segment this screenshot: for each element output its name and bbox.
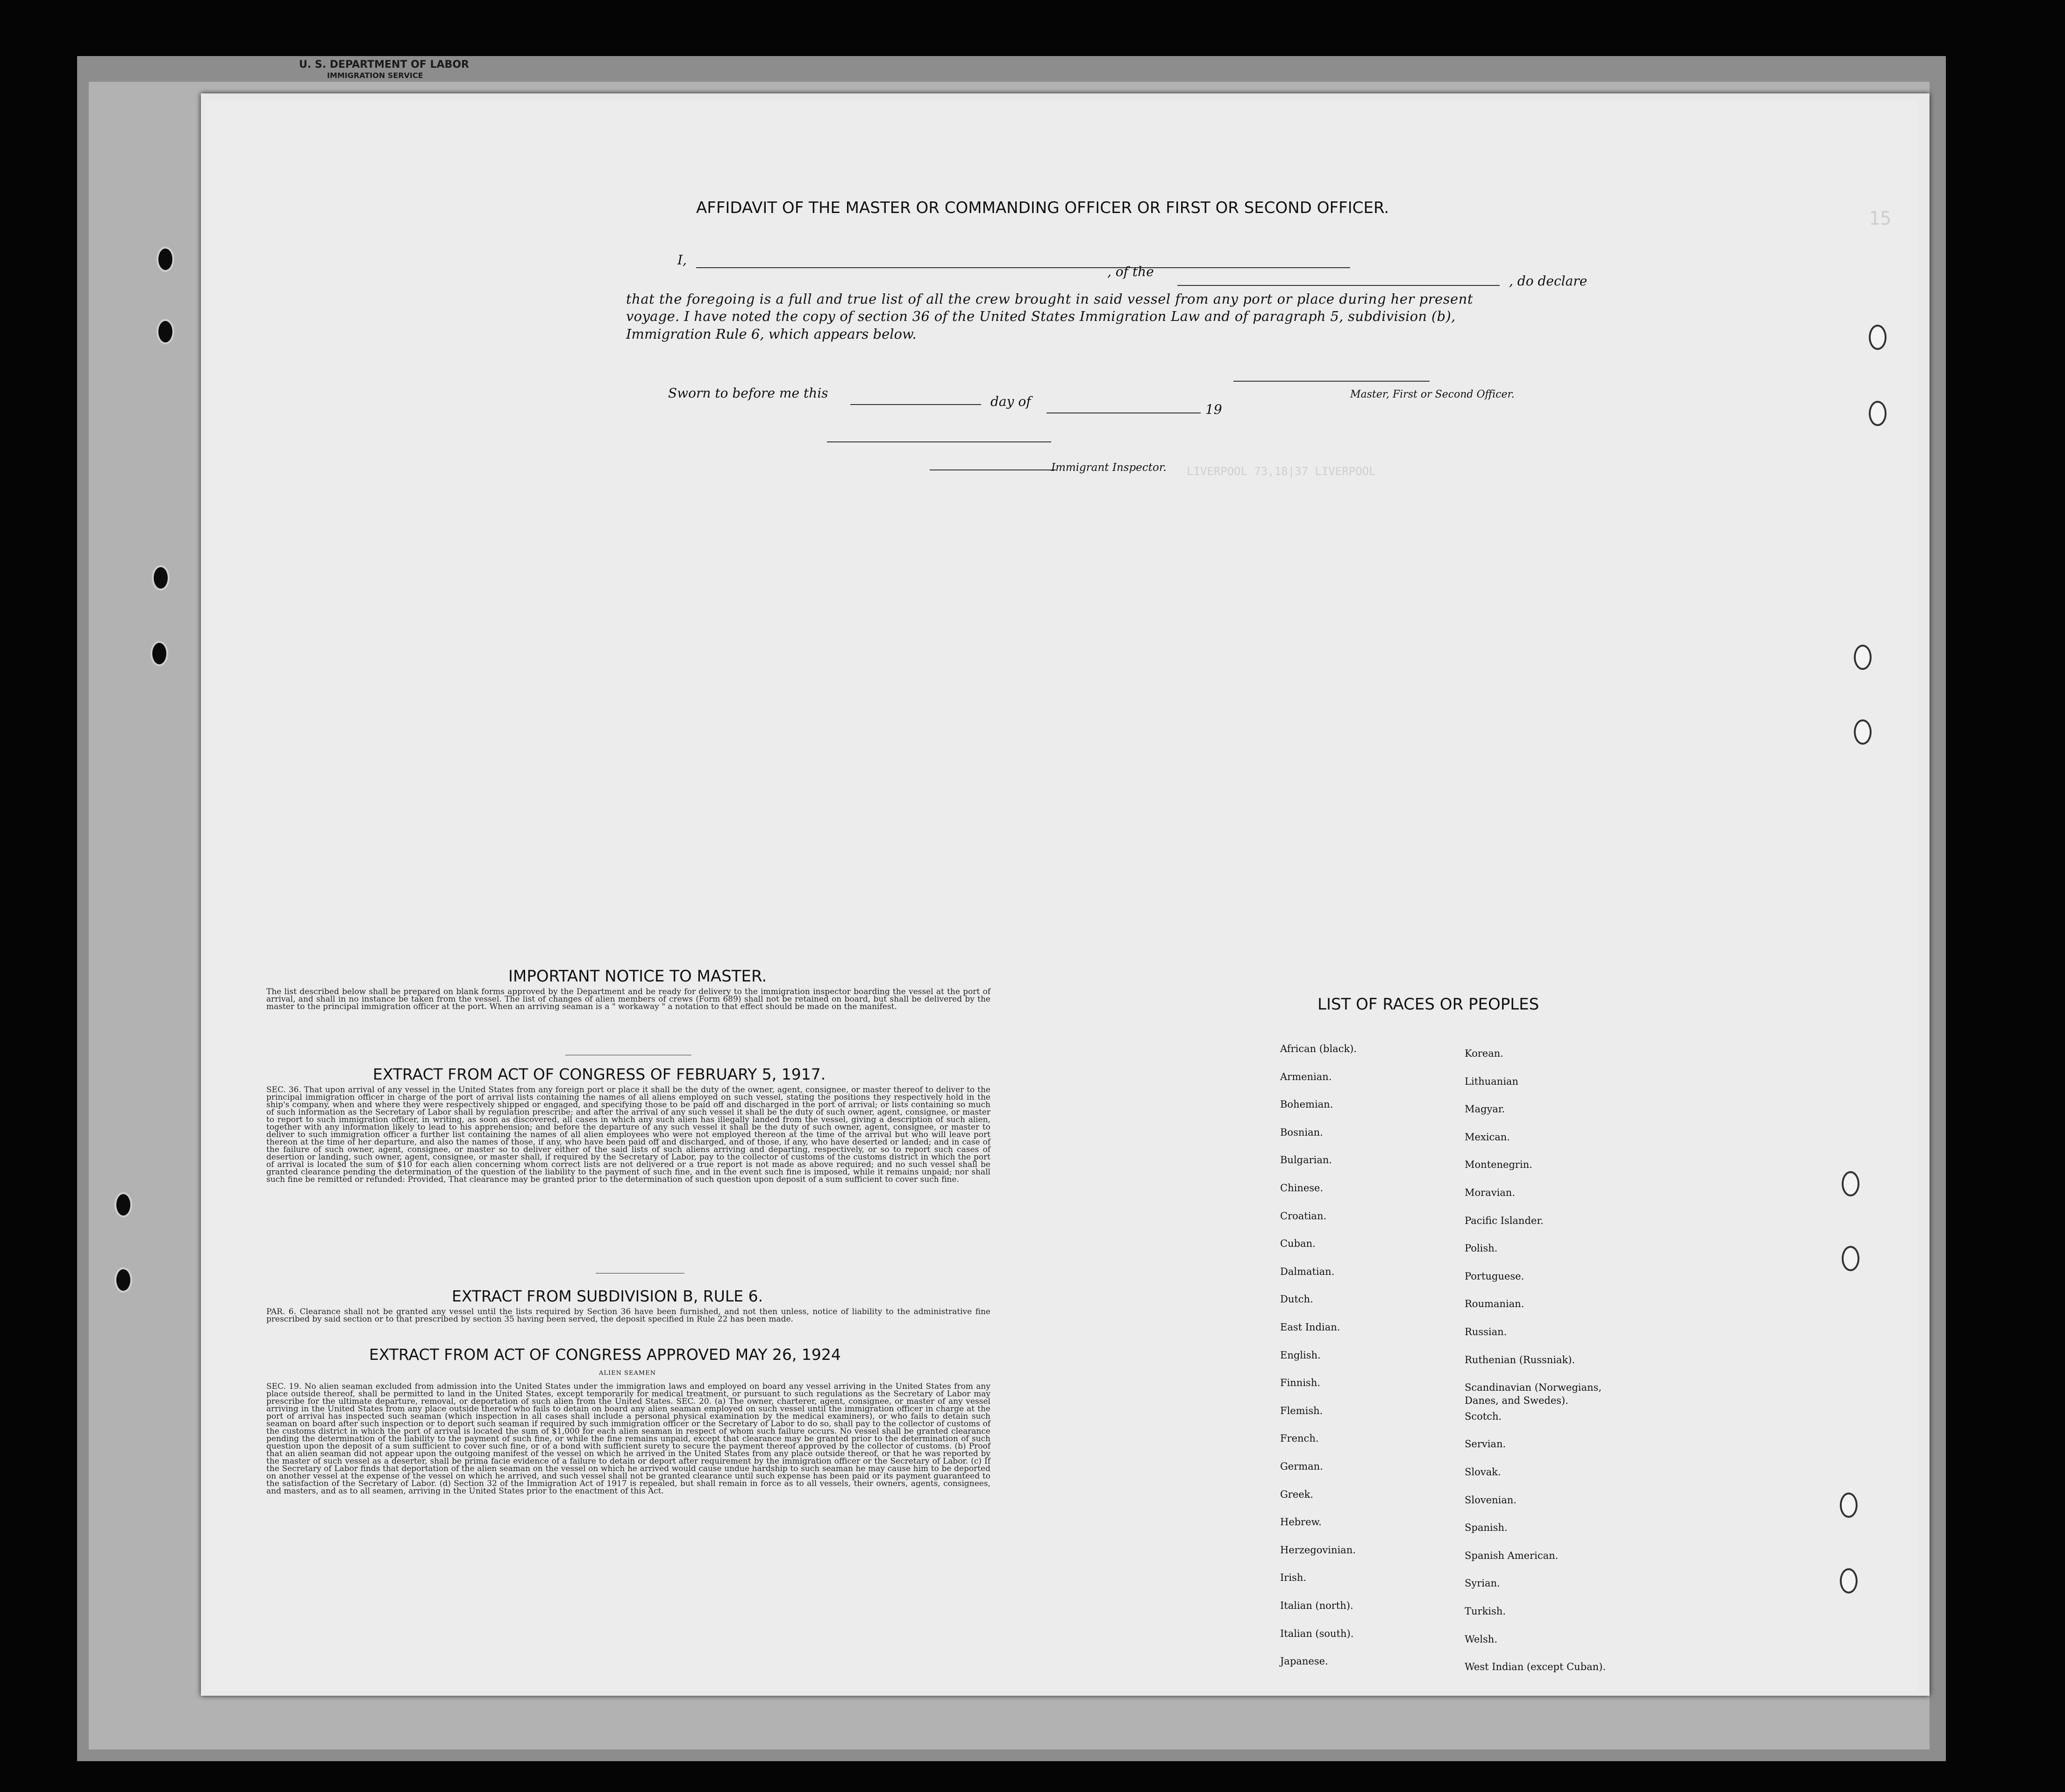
race-item: Flemish. bbox=[1280, 1405, 1323, 1416]
punch-hole bbox=[1842, 1171, 1859, 1196]
punch-hole bbox=[150, 641, 168, 666]
punch-hole bbox=[1869, 325, 1887, 350]
race-item: Herzegovinian. bbox=[1280, 1544, 1356, 1556]
race-item: Greek. bbox=[1280, 1488, 1314, 1500]
extract-1917-body: SEC. 36. That upon arrival of any vessel in the United States from any foreign port or place it shall be the duty of the owner, agent, consignee, or master thereof to deliver to the principal immigration officer in charge of the port of arrival lists containing the names of all aliens employed on such vessel, stating the positions they respectively hold in the ship's company, when and where they were respectively shipped or engaged, and specifying those to be paid off and discharged in the port of arrival; or lists containing so much of such information as the Secretary of Labor shall by regulation prescribe; and after the arrival of any such vessel it shall be the duty of such owner, agent, consignee, or master to report to such immigration officer, in writing, as soon as discovered, all cases in which any such alien has illegally landed from the vessel, giving a description of such alien, together with any information likely to lead to his apprehension; and before the departure of any such vessel it shall be the duty of such owner, agent, consignee, or master to deliver to such immigration officer a further list containing the names of all alien employees who were not employed thereon at the time of the arrival but who will leave port thereon at the time of her departure, and also the names of those, if any, who have been paid off and discharged, and of those, if any, who have deserted or landed; and in case of the failure of such owner, agent, consignee, or master so to deliver either of the said lists of such aliens arriving and departing, respectively, or so to report such cases of desertion or landing, such owner, agent, consignee, or master shall, if required by the Secretary of Labor, pay to the collector of customs of the customs district in which the port of arrival is located the sum of $10 for each alien concerning whom correct lists are not delivered or a true report is not made as above required; and no such vessel shall be granted clearance pending the determination of the question of the liability to the payment of such fine, and in the event such fine is imposed, while it remains unpaid; nor shall such fine be remitted or refunded: Provided, That clearance may be granted prior to the determination of such question upon deposit of a sum sufficient to cover such fine. bbox=[266, 1085, 990, 1184]
rule6-title: EXTRACT FROM SUBDIVISION B, RULE 6. bbox=[452, 1287, 763, 1305]
race-item: Lithuanian bbox=[1465, 1075, 1518, 1087]
punch-hole bbox=[157, 319, 174, 344]
race-item: Montenegrin. bbox=[1465, 1159, 1532, 1171]
master-signature-label: Master, First or Second Officer. bbox=[1350, 389, 1515, 400]
race-item: African (black). bbox=[1280, 1043, 1357, 1054]
race-item: German. bbox=[1280, 1461, 1323, 1472]
race-item: Moravian. bbox=[1465, 1187, 1516, 1198]
punch-hole bbox=[1840, 1568, 1858, 1593]
race-item: West Indian (except Cuban). bbox=[1465, 1661, 1606, 1673]
punch-hole bbox=[157, 247, 174, 272]
race-item: Danes, and Swedes). bbox=[1465, 1395, 1568, 1407]
punch-hole bbox=[1854, 719, 1872, 745]
punch-hole bbox=[1840, 1493, 1858, 1518]
affidavit-line2: that the foregoing is a full and true list of all the crew brought in said vessel from any port or place during her present bbox=[626, 291, 1474, 307]
extract-1917-title: EXTRACT FROM ACT OF CONGRESS OF FEBRUARY 5, 1917. bbox=[373, 1065, 826, 1083]
vessel-line bbox=[1177, 285, 1500, 286]
name-line bbox=[696, 267, 1350, 268]
race-item: Slovenian. bbox=[1465, 1494, 1517, 1506]
race-item: Bulgarian. bbox=[1280, 1154, 1332, 1166]
punch-hole bbox=[152, 565, 170, 590]
master-signature-line bbox=[1233, 381, 1430, 382]
bleed-through-text: LIVERPOOL 73,18|37 LIVERPOOL bbox=[1187, 465, 1376, 478]
race-item: Japanese. bbox=[1280, 1656, 1328, 1667]
month-line bbox=[1047, 412, 1201, 413]
department-label: U. S. DEPARTMENT OF LABOR bbox=[299, 59, 469, 71]
race-item: Servian. bbox=[1465, 1438, 1506, 1450]
race-item: Spanish. bbox=[1465, 1522, 1508, 1534]
affidavit-of-the: , of the bbox=[1107, 264, 1154, 279]
race-item: Hebrew. bbox=[1280, 1516, 1322, 1528]
race-item: Armenian. bbox=[1280, 1071, 1332, 1082]
races-title: LIST OF RACES OR PEOPLES bbox=[1317, 995, 1539, 1014]
affidavit-declare: , do declare bbox=[1509, 273, 1588, 289]
race-item: Cuban. bbox=[1280, 1238, 1316, 1250]
race-item: East Indian. bbox=[1280, 1322, 1340, 1333]
race-item: English. bbox=[1280, 1349, 1321, 1361]
race-item: Turkish. bbox=[1465, 1606, 1506, 1617]
sworn-day-line bbox=[850, 404, 981, 405]
race-item: Syrian. bbox=[1465, 1578, 1500, 1589]
race-item: Italian (south). bbox=[1280, 1628, 1354, 1639]
race-item: Croatian. bbox=[1280, 1210, 1327, 1222]
punch-hole bbox=[1869, 401, 1887, 426]
affidavit-title: AFFIDAVIT OF THE MASTER OR COMMANDING OFFICER OR FIRST OR SECOND OFFICER. bbox=[696, 199, 1389, 217]
inspector-line-top bbox=[827, 441, 1051, 442]
bleed-through-mark: 15 bbox=[1869, 208, 1892, 229]
race-item: Dalmatian. bbox=[1280, 1266, 1335, 1277]
race-item: Mexican. bbox=[1465, 1131, 1510, 1143]
day-of-label: day of bbox=[990, 394, 1031, 409]
affidavit-i: I, bbox=[677, 252, 687, 268]
race-item: Dutch. bbox=[1280, 1294, 1313, 1305]
race-item: Scandinavian (Norwegians, bbox=[1465, 1382, 1602, 1394]
year-prefix: 19 bbox=[1205, 402, 1222, 417]
notice-title: IMPORTANT NOTICE TO MASTER. bbox=[508, 967, 767, 986]
extract-1924-body: SEC. 19. No alien seaman excluded from admission into the United States under the immigration laws and employed on board any vessel arriving in the United States from any place outside thereof, shall be permitted to land in the United States, except temporarily for medical treatment, or pursuant to such regulations as the Secretary of Labor may prescribe for the ultimate departure, removal, or deportation of such alien from the United States. SEC. 20. (a) The owner, charterer, agent, consignee, or master of any vessel arriving in the United States from any place outside thereof who fails to detain on board any alien seaman employed on such vessel until the immigration officer in charge at the port of arrival has inspected such seaman (which inspection in all cases shall include a personal physical examination by the medical examiners), or who fails to detain such seaman on board after such inspection or to deport such seaman if required by such immigration officer or the Secretary of Labor to do so, shall pay to the collector of customs of the customs district in which the port of arrival is located the sum of $1,000 for each alien seaman in respect of whom such failure occurs. No vessel shall be granted clearance pending the determination of the liability to the payment of such fine, or while the fine remains unpaid, except that clearance may be granted prior to the determination of such question upon the deposit of a sum sufficient to cover such fine, or of a bond with sufficient surety to secure the payment thereof approved by the collector of customs. (b) Proof that an alien seaman did not appear upon the outgoing manifest of the vessel on which he arrived in the United States from any place outside thereof, or that he was reported by the master of such vessel as a deserter, shall be prima facie evidence of a failure to detain or deport after requirement by the immigration officer or the Secretary of Labor. (c) If the Secretary of Labor finds that deportation of the alien seaman on the vessel on which he arrived would cause undue hardship to such seaman he may cause him to be deported on another vessel at the expense of the vessel on which he arrived, and such vessel shall not be granted clearance until such expense has been paid or its payment guaranteed to the satisfaction of the Secretary of Labor. (d) Section 32 of the Immigration Act of 1917 is repealed, but shall remain in force as to all vessels, their owners, agents, consignees, and masters, and as to all seamen, arriving in the United States prior to the enactment of this Act. bbox=[266, 1382, 990, 1496]
punch-hole bbox=[1854, 645, 1872, 670]
inspector-signature-label: Immigrant Inspector. bbox=[1051, 462, 1167, 474]
race-item: Finnish. bbox=[1280, 1377, 1321, 1389]
race-item: Portuguese. bbox=[1465, 1270, 1524, 1282]
race-item: Chinese. bbox=[1280, 1182, 1324, 1194]
race-item: Korean. bbox=[1465, 1048, 1503, 1059]
punch-hole bbox=[114, 1192, 132, 1217]
race-item: Roumanian. bbox=[1465, 1298, 1524, 1310]
punch-hole bbox=[1842, 1246, 1859, 1271]
race-item: Polish. bbox=[1465, 1243, 1498, 1254]
affidavit-line4: Immigration Rule 6, which appears below. bbox=[626, 326, 917, 342]
inspector-signature-line bbox=[930, 469, 1056, 470]
extract-1924-subtitle: ALIEN SEAMEN bbox=[599, 1370, 656, 1377]
rule6-body: PAR. 6. Clearance shall not be granted any vessel until the lists required by Section 36 have been furnished, and not then unless, notice of liability to the administrative fine prescribed by said section or to that prescribed by section 35 having been served, the deposit specified in Rule 22 has been made. bbox=[266, 1307, 990, 1324]
race-item: Welsh. bbox=[1465, 1633, 1497, 1645]
notice-body: The list described below shall be prepared on blank forms approved by the Department and be ready for delivery to the immigration inspector boarding the vessel at the port of arrival, and shall in no instance be taken from the vessel. The list of changes of alien members of crews (Form 689) shall not be retained on board, but shall be delivered by the master to the principal immigration officer at the port. When an arriving seaman is a " workaway " a notation to that effect should be made on the manifest. bbox=[266, 987, 990, 1011]
race-item: Russian. bbox=[1465, 1326, 1507, 1337]
race-item: French. bbox=[1280, 1433, 1319, 1444]
race-item: Spanish American. bbox=[1465, 1550, 1559, 1561]
race-item: Bosnian. bbox=[1280, 1126, 1323, 1138]
race-item: Scotch. bbox=[1465, 1410, 1502, 1422]
race-item: Magyar. bbox=[1465, 1103, 1505, 1115]
punch-hole bbox=[114, 1267, 132, 1293]
form-sheet-front bbox=[206, 100, 1918, 1691]
extract-1924-title: EXTRACT FROM ACT OF CONGRESS APPROVED MAY 26, 1924 bbox=[369, 1345, 841, 1364]
race-item: Irish. bbox=[1280, 1572, 1307, 1584]
affidavit-line3: voyage. I have noted the copy of section 36 of the United States Immigration Law and of paragraph 5, subdivision (b), bbox=[626, 308, 1456, 324]
race-item: Italian (north). bbox=[1280, 1600, 1353, 1611]
service-label: IMMIGRATION SERVICE bbox=[327, 71, 423, 80]
race-item: Slovak. bbox=[1465, 1466, 1501, 1478]
race-item: Pacific Islander. bbox=[1465, 1215, 1544, 1226]
sworn-label: Sworn to before me this bbox=[668, 385, 828, 401]
race-item: Bohemian. bbox=[1280, 1099, 1333, 1110]
race-item: Ruthenian (Russniak). bbox=[1465, 1354, 1575, 1365]
